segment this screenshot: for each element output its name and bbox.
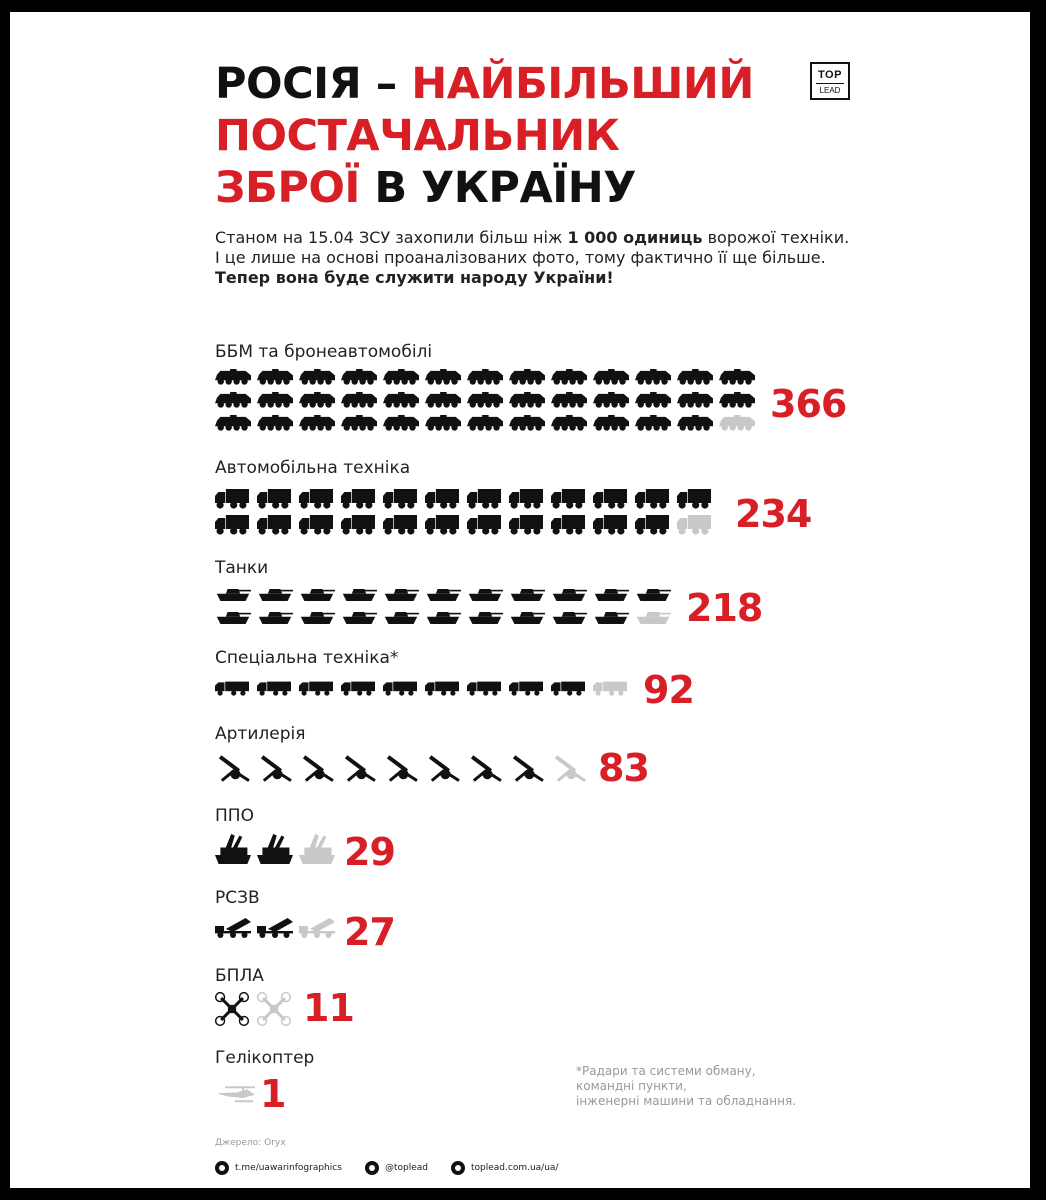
apc-icon <box>341 392 377 408</box>
apc-icon <box>299 369 335 385</box>
tank-icon <box>301 589 335 601</box>
title-line1-red: НАЙБІЛЬШИЙ <box>411 59 754 109</box>
special-icon <box>509 682 543 696</box>
telegram-icon <box>215 1161 229 1175</box>
footnote-line1: *Радари та системи обману, <box>576 1064 756 1078</box>
apc-icon <box>425 415 461 431</box>
truck-icon <box>509 489 543 509</box>
value-label-mlrs: 27 <box>344 910 395 954</box>
value-label-apc: 366 <box>770 382 847 426</box>
apc-icon <box>467 392 503 408</box>
value-label-artillery: 83 <box>598 746 649 790</box>
social-telegram[interactable] <box>215 1160 342 1176</box>
apc-icon <box>593 392 629 408</box>
apc-icon <box>509 415 545 431</box>
apc-icon <box>215 369 251 385</box>
truck-icon <box>551 489 585 509</box>
special-icon <box>593 682 627 696</box>
mlrs-icon <box>215 918 251 938</box>
special-icon <box>257 682 291 696</box>
tank-icon <box>511 612 545 624</box>
social-instagram-text: @toplead <box>385 1163 429 1173</box>
source-note: Джерело: Oryx <box>215 1138 286 1148</box>
tank-icon <box>469 612 503 624</box>
apc-icon <box>509 392 545 408</box>
sam-icon <box>215 834 251 864</box>
apc-icon <box>215 392 251 408</box>
instagram-icon <box>365 1161 379 1175</box>
sam-icon <box>299 834 335 864</box>
value-label-special: 92 <box>643 668 694 712</box>
mlrs-icon <box>299 918 335 938</box>
truck-icon <box>551 515 585 535</box>
truck-icon <box>593 515 627 535</box>
value-label-tank: 218 <box>686 586 763 630</box>
tank-icon <box>217 612 251 624</box>
apc-icon <box>467 369 503 385</box>
apc-icon <box>299 415 335 431</box>
tank-icon <box>469 589 503 601</box>
category-label-sam: ППО <box>215 806 254 826</box>
tank-icon <box>385 612 419 624</box>
truck-icon <box>677 515 711 535</box>
title-line3-red: ЗБРОЇ <box>215 163 360 213</box>
tank-icon <box>217 589 251 601</box>
social-instagram[interactable] <box>365 1160 428 1176</box>
category-label-drone: БПЛА <box>215 966 264 986</box>
apc-icon <box>257 392 293 408</box>
footnote <box>576 1064 876 1109</box>
sam-icon <box>257 834 293 864</box>
tank-icon <box>343 589 377 601</box>
truck-icon <box>467 515 501 535</box>
intro-strong: Тепер вона буде служити народу України! <box>215 268 614 287</box>
artillery-icon <box>430 757 459 781</box>
artillery-icon <box>556 757 585 781</box>
apc-icon <box>215 415 251 431</box>
apc-icon <box>593 415 629 431</box>
apc-icon <box>257 415 293 431</box>
category-label-tank: Танки <box>215 558 269 578</box>
tank-icon <box>553 612 587 624</box>
truck-icon <box>257 515 291 535</box>
apc-icon <box>719 369 755 385</box>
title-line1-black: РОСІЯ – <box>215 59 397 109</box>
special-icon <box>341 682 375 696</box>
social-website-text: toplead.com.ua/ua/ <box>471 1163 559 1173</box>
intro-part2: ворожої техніки. І це лише на основі проаналізованих фото, тому фактично її ще більше. <box>215 228 850 267</box>
artillery-icon <box>388 757 417 781</box>
artillery-icon <box>472 757 501 781</box>
tank-icon <box>259 612 293 624</box>
tank-icon <box>427 589 461 601</box>
artillery-icon <box>304 757 333 781</box>
special-icon <box>383 682 417 696</box>
category-label-truck: Автомобільна техніка <box>215 458 411 478</box>
special-icon <box>425 682 459 696</box>
truck-icon <box>509 515 543 535</box>
special-icon <box>551 682 585 696</box>
category-label-special: Спеціальна техніка* <box>215 648 399 668</box>
artillery-icon <box>514 757 543 781</box>
truck-icon <box>677 489 711 509</box>
tank-icon <box>427 612 461 624</box>
apc-icon <box>257 369 293 385</box>
truck-icon <box>383 489 417 509</box>
apc-icon <box>383 415 419 431</box>
apc-icon <box>551 415 587 431</box>
logo-bottom-text: LEAD <box>816 83 844 96</box>
tank-icon <box>595 589 629 601</box>
value-label-drone: 11 <box>303 986 354 1030</box>
intro-bold: 1 000 одиниць <box>567 228 703 247</box>
artillery-icon <box>346 757 375 781</box>
tank-icon <box>343 612 377 624</box>
tank-icon <box>511 589 545 601</box>
mlrs-icon <box>257 918 293 938</box>
artillery-icon <box>220 757 249 781</box>
special-icon <box>467 682 501 696</box>
tank-icon <box>595 612 629 624</box>
title-line3-black: В УКРАЇНУ <box>374 163 636 213</box>
intro-part1: Станом на 15.04 ЗСУ захопили більш ніж <box>215 228 568 247</box>
value-label-heli: 1 <box>260 1072 286 1116</box>
apc-icon <box>509 369 545 385</box>
apc-icon <box>635 415 671 431</box>
truck-icon <box>635 515 669 535</box>
apc-icon <box>593 369 629 385</box>
apc-icon <box>341 415 377 431</box>
apc-icon <box>677 369 713 385</box>
truck-icon <box>593 489 627 509</box>
tank-icon <box>637 589 671 601</box>
apc-icon <box>383 392 419 408</box>
value-label-sam: 29 <box>344 830 395 874</box>
drone-icon <box>258 993 291 1026</box>
value-label-truck: 234 <box>735 492 812 536</box>
apc-icon <box>341 369 377 385</box>
truck-icon <box>299 489 333 509</box>
footnote-line2: командні пункти, <box>576 1079 687 1093</box>
truck-icon <box>425 515 459 535</box>
tank-icon <box>385 589 419 601</box>
apc-icon <box>635 392 671 408</box>
category-label-mlrs: РСЗВ <box>215 888 260 908</box>
globe-icon <box>451 1161 465 1175</box>
tank-icon <box>553 589 587 601</box>
special-icon <box>215 682 249 696</box>
truck-icon <box>467 489 501 509</box>
apc-icon <box>635 369 671 385</box>
truck-icon <box>215 515 249 535</box>
infographic-page <box>10 12 1030 1188</box>
truck-icon <box>383 515 417 535</box>
truck-icon <box>425 489 459 509</box>
apc-icon <box>677 392 713 408</box>
heli-icon <box>217 1087 255 1101</box>
tank-icon <box>259 589 293 601</box>
category-label-apc: ББМ та бронеавтомобілі <box>215 342 433 362</box>
truck-icon <box>257 489 291 509</box>
tank-icon <box>301 612 335 624</box>
pictogram-chart <box>10 12 1030 1188</box>
truck-icon <box>215 489 249 509</box>
truck-icon <box>299 515 333 535</box>
apc-icon <box>551 369 587 385</box>
apc-icon <box>299 392 335 408</box>
apc-icon <box>425 392 461 408</box>
artillery-icon <box>262 757 291 781</box>
drone-icon <box>216 993 249 1026</box>
tank-icon <box>637 612 671 624</box>
apc-icon <box>719 392 755 408</box>
truck-icon <box>635 489 669 509</box>
logo-top-text: TOP <box>818 69 842 81</box>
social-telegram-text: t.me/uawarinfographics <box>235 1163 342 1173</box>
footnote-line3: інженерні машини та обладнання. <box>576 1094 797 1108</box>
apc-icon <box>383 369 419 385</box>
apc-icon <box>551 392 587 408</box>
category-label-artillery: Артилерія <box>215 724 306 744</box>
apc-icon <box>425 369 461 385</box>
title-line2-red: ПОСТАЧАЛЬНИК <box>215 111 620 161</box>
special-icon <box>299 682 333 696</box>
apc-icon <box>467 415 503 431</box>
apc-icon <box>677 415 713 431</box>
apc-icon <box>719 415 755 431</box>
category-label-heli: Гелікоптер <box>215 1048 315 1068</box>
social-website[interactable] <box>451 1160 558 1176</box>
truck-icon <box>341 489 375 509</box>
truck-icon <box>341 515 375 535</box>
